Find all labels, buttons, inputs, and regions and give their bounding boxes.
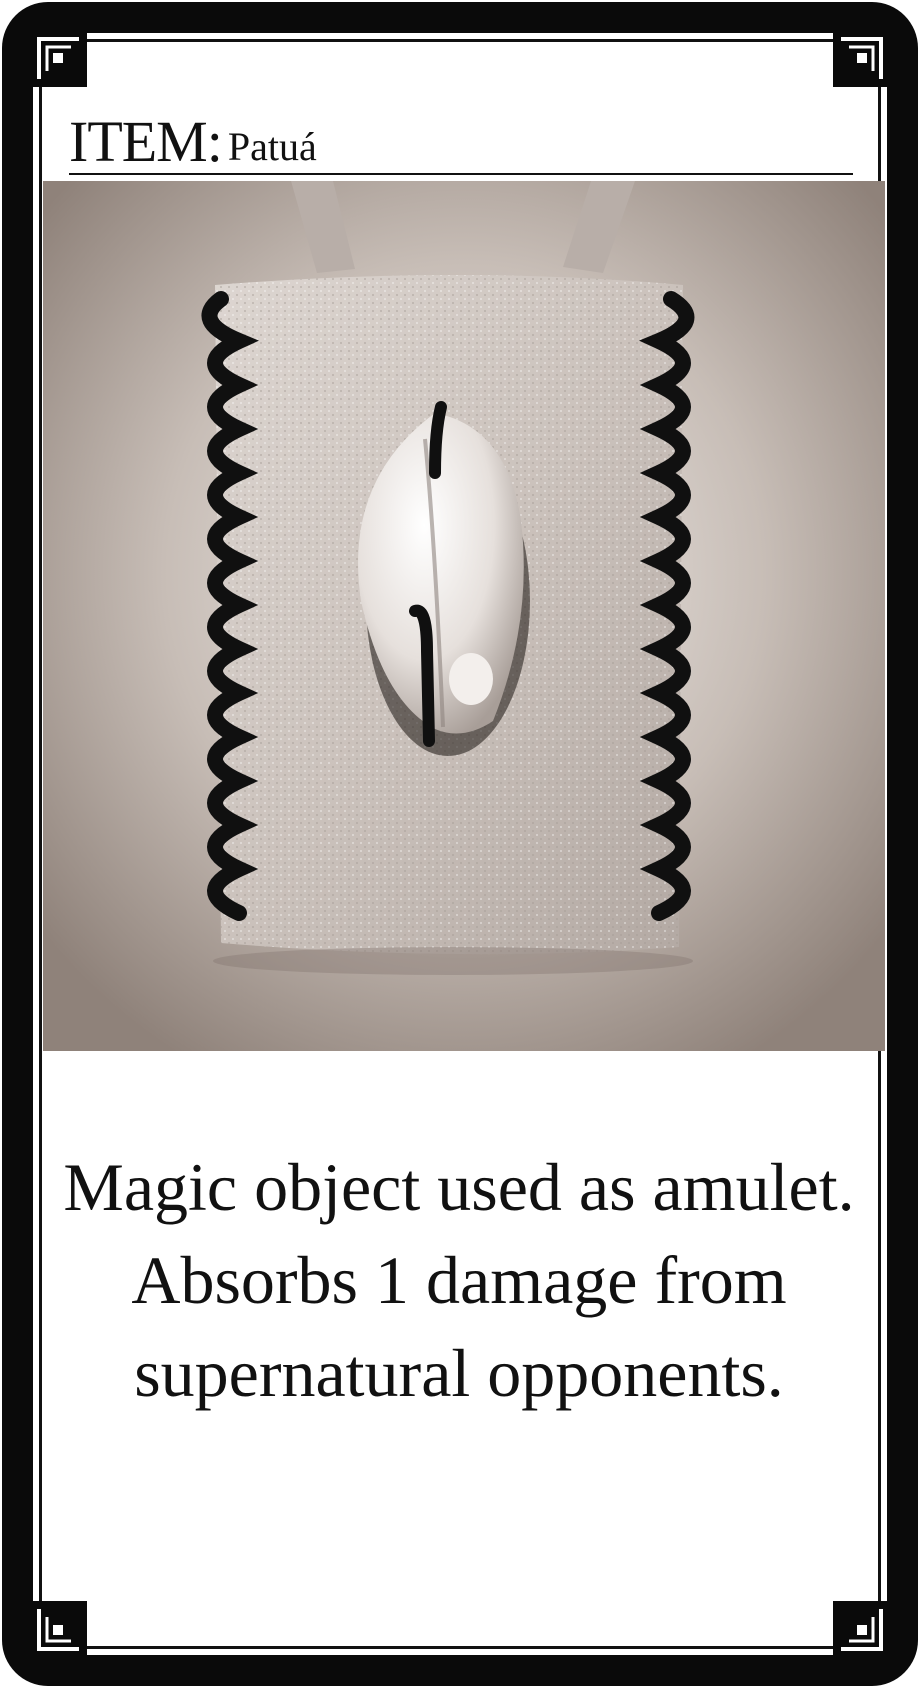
item-name: Patuá <box>227 124 317 169</box>
amulet-pouch-icon <box>43 181 885 1051</box>
card-face <box>33 33 887 1655</box>
card-frame <box>2 2 918 1686</box>
card-type-label: ITEM: <box>69 109 222 174</box>
corner-ornament-icon <box>833 1601 891 1659</box>
corner-ornament-icon <box>29 29 87 87</box>
card-artwork <box>43 181 885 1051</box>
corner-ornament-icon <box>833 29 891 87</box>
card-title <box>69 91 853 175</box>
card-description: Magic object used as amulet. Absorbs 1 damage from supernatural opponents. <box>63 1149 855 1411</box>
corner-ornament-icon <box>29 1601 87 1659</box>
